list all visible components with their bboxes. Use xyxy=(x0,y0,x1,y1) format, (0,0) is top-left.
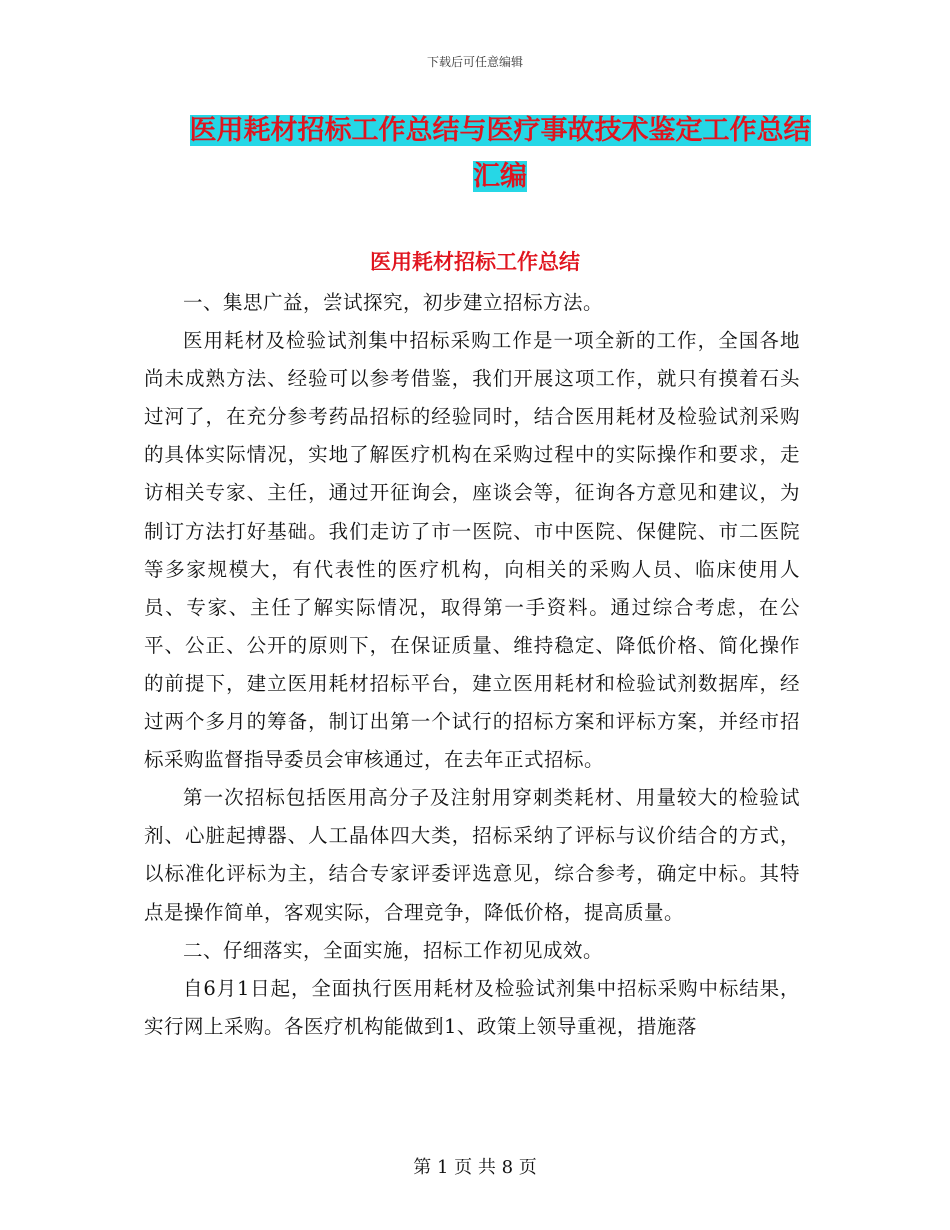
page-number-footer: 第 1 页 共 8 页 xyxy=(413,1157,537,1178)
paragraph: 自6月1日起，全面执行医用耗材及检验试剂集中招标采购中标结果，实行网上采购。各医疗机构能做到1、政策上领导重视，措施落 xyxy=(144,976,800,1038)
document-title xyxy=(180,108,820,200)
document-title-line-1: 医用耗材招标工作总结与医疗事故技术鉴定工作总结 xyxy=(189,115,811,146)
paragraph: 二、仔细落实，全面实施，招标工作初见成效。 xyxy=(183,938,604,962)
paragraph: 一、集思广益，尝试探究，初步建立招标方法。 xyxy=(183,291,604,314)
paragraph: 第一次招标包括医用高分子及注射用穿刺类耗材、用量较大的检验试剂、心脏起搏器、人工晶体四大类，招标采纳了评标与议价结合的方式，以标准化评标为主，结合专家评委评选意见，综合参考，确定中标。其特点是操作简单，客观实际，合理竞争，降低价格，提高质量。 xyxy=(144,786,800,924)
paragraph: 医用耗材及检验试剂集中招标采购工作是一项全新的工作，全国各地尚未成熟方法、经验可以参考借鉴，我们开展这项工作，就只有摸着石头过河了，在充分参考药品招标的经验同时，结合医用耗材及检验试剂采购的具体实际情况，实地了解医疗机构在采购过程中的实际操作和要求，走访相关专家、主任，通过开征询会，座谈会等，征询各方意见和建议，为制订方法打好基础。我们走访了市一医院、市中医院、保健院、市二医院等多家规模大，有代表性的医疗机构，向相关的采购人员、临床使用人员、专家、主任了解实际情况，取得第一手资料。通过综合考虑，在公平、公正、公开的原则下，在保证质量、维持稳定、降低价格、简化操作的前提下，建立医用耗材招标平台，建立医用耗材和检验试剂数据库，经过两个多月的筹备，制订出第一个试行的招标方案和评标方案，并经市招标采购监督指导委员会审核通过，在去年正式招标。 xyxy=(144,329,800,772)
section-title: 医用耗材招标工作总结 xyxy=(370,249,580,274)
header-note: 下载后可任意编辑 xyxy=(426,55,523,69)
body-text xyxy=(144,284,800,1046)
document-title-line-2: 汇编 xyxy=(473,161,527,192)
